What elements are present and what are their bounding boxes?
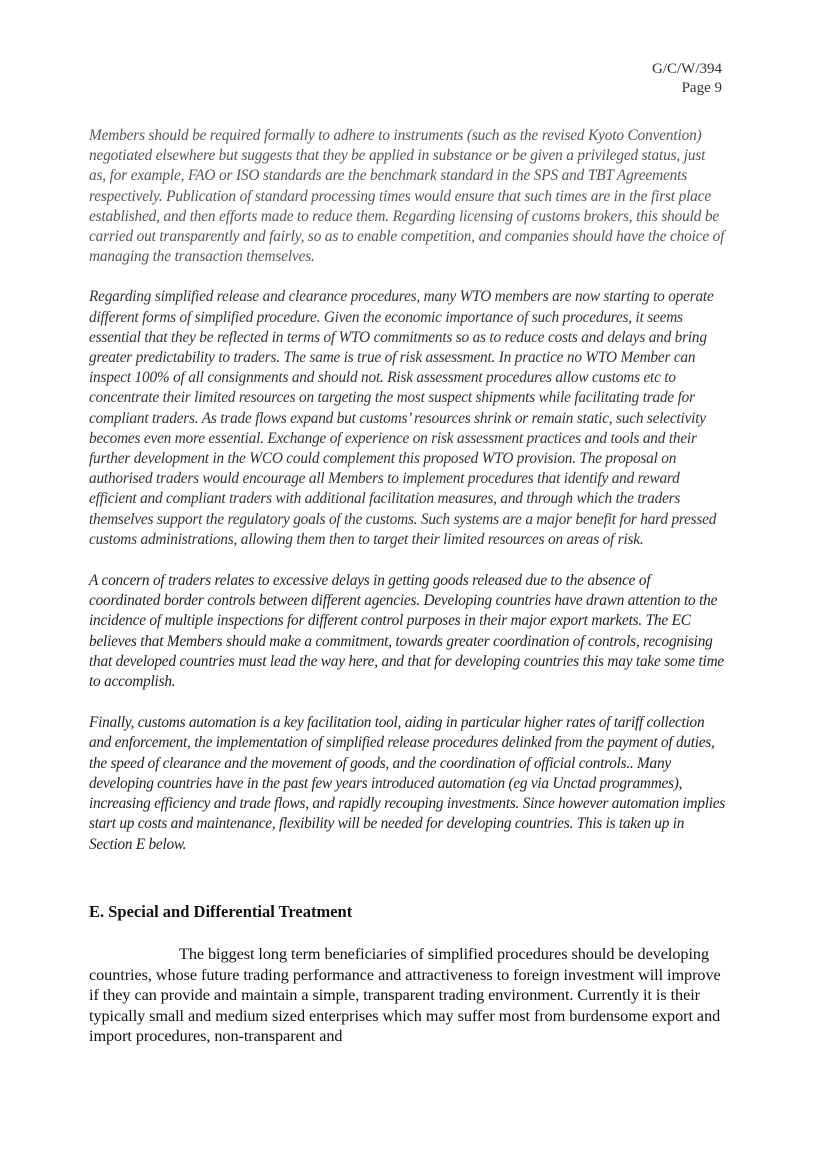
main-content xyxy=(89,126,725,855)
paragraph-simplified-release: Regarding simplified release and clearance procedures, many WTO members are now starting to operate different forms of simplified procedure. Given the economic importance of such procedures, it seems essential that they be reflected in terms of WTO commitments so as to reduce costs and delays and bring greater predictability to traders. The same is true of risk assessment. In practice no WTO Member can inspect 100% of all consignments and should not. Risk assessment procedures allow customs etc to concentrate their limited resources on targeting the most suspect shipments while facilitating trade for compliant traders. As trade flows expand but customs’ resources shrink or remain static, such selectivity becomes even more essential. Exchange of experience on risk assessment practices and tools and their further development in the WCO could complement this proposed WTO provision. The proposal on authorised traders would encourage all Members to implement procedures that identify and reward efficient and compliant traders with additional facilitation measures, and through which the traders themselves support the regulatory goals of the customs. Such systems are a major benefit for hard pressed customs administrations, allowing them then to target their limited resources on areas of risk. xyxy=(89,288,717,548)
paragraph-border-controls: A concern of traders relates to excessive delays in getting goods released due to the absence of coordinated border controls between different agencies. Developing countries have drawn attention to the incidence of multiple inspections for different control purposes in their major export markets. The EC believes that Members should make a commitment, towards greater coordination of controls, recognising that developed countries must lead the way here, and that for developing countries this may take some time to accomplish. xyxy=(89,572,725,691)
document-symbol: G/C/W/394 xyxy=(652,61,722,77)
paragraph-instruments: Members should be required formally to adhere to instruments (such as the revised Kyoto Convention) negotiated elsewhere but suggests that they be applied in substance or be given a privileged status, just as, for example, FAO or ISO standards are the benchmark standard in the SPS and TBT Agreements respectively. Publication of standard processing times would ensure that such times are in the first place established, and then efforts made to reduce them. Regarding licensing of customs brokers, this should be carried out transparently and fairly, so as to enable competition, and companies should have the choice of managing the transaction themselves. xyxy=(89,127,725,266)
page-number: Page 9 xyxy=(681,80,722,96)
section-e-body: The biggest long term beneficiaries of simplified procedures should be developing countries, whose future trading performance and attractiveness to foreign investment will improve if they can provide and maintain a simple, transparent trading environment. Currently it is their typically small and medium sized enterprises which may suffer most from burdensome export and import procedures, non-transparent and xyxy=(89,945,721,1046)
paragraph-customs-automation: Finally, customs automation is a key facilitation tool, aiding in particular higher rates of tariff collection and enforcement, the implementation of simplified release procedures delinked from the payment of duties, the speed of clearance and the movement of goods, and the coordination of official controls.. Many developing countries have in the past few years introduced automation (eg via Unctad programmes), increasing efficiency and trade flows, and rapidly recouping investments. Since however automation implies start up costs and maintenance, flexibility will be needed for developing countries. This is taken up in Section E below. xyxy=(89,714,725,853)
section-e-heading: E. Special and Differential Treatment xyxy=(89,902,353,921)
page-header xyxy=(652,60,722,98)
